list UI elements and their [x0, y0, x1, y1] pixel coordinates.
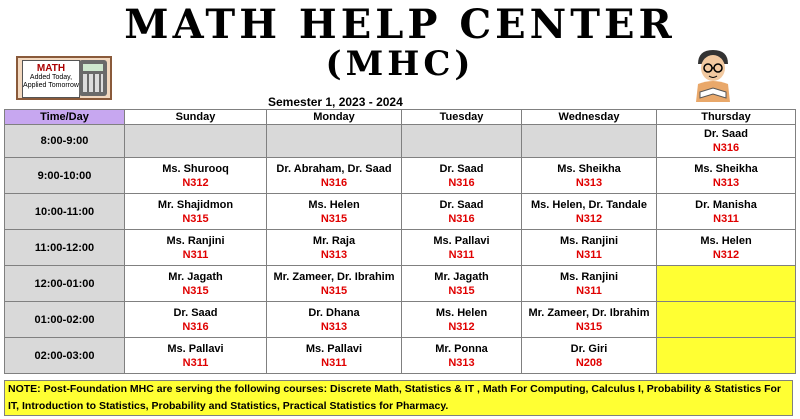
time-slot-cell: 9:00-10:00	[5, 158, 125, 194]
header-day-monday: Monday	[267, 110, 402, 125]
schedule-cell-sunday	[125, 302, 267, 338]
room-number: N208	[575, 356, 603, 369]
highlighted-empty-slot-thursday	[657, 302, 796, 338]
schedule-cell-monday	[267, 194, 402, 230]
tutor-name: Mr. Ponna	[435, 342, 488, 355]
header-day-sunday: Sunday	[125, 110, 267, 125]
table-header-row	[5, 110, 796, 125]
tutor-name: Ms. Pallavi	[433, 234, 490, 247]
room-number: N315	[448, 284, 475, 297]
tutor-name: Ms. Helen	[308, 198, 360, 211]
room-number: N312	[712, 248, 740, 261]
time-slot-cell: 12:00-01:00	[5, 266, 125, 302]
schedule-cell-tuesday	[402, 194, 522, 230]
room-number: N313	[320, 248, 348, 261]
tutor-name: Dr. Dhana	[308, 306, 360, 319]
room-number: N313	[575, 176, 603, 189]
header-day-tuesday: Tuesday	[402, 110, 522, 125]
table-row	[5, 302, 796, 338]
page-title: MATH HELP CENTER	[124, 1, 676, 48]
room-number: N311	[448, 248, 475, 261]
room-number: N313	[712, 176, 740, 189]
room-number: N316	[320, 176, 348, 189]
schedule-cell-wednesday	[522, 302, 657, 338]
room-number: N313	[448, 356, 475, 369]
tutor-name: Mr. Jagath	[168, 270, 223, 283]
semester-label: Semester 1, 2023 - 2024	[268, 95, 403, 109]
schedule-cell-tuesday	[402, 230, 522, 266]
schedule-cell-wednesday	[522, 158, 657, 194]
note-line-1: NOTE: Post-Foundation MHC are serving the following courses: Discrete Math, Statistics & IT , Math For Computing, Calculus I, Probability & Statistics For	[8, 383, 782, 395]
table-row	[5, 158, 796, 194]
schedule-cell-wednesday	[522, 266, 657, 302]
room-number: N311	[321, 356, 347, 369]
logo-text-line-1: Added Today,	[29, 74, 73, 81]
tutor-name: Dr. Abraham, Dr. Saad	[276, 162, 392, 175]
schedule-cell-thursday	[657, 158, 796, 194]
room-number: N311	[182, 356, 209, 369]
schedule-cell-tuesday	[402, 302, 522, 338]
highlighted-empty-slot-thursday	[657, 266, 796, 302]
time-slot-cell: 01:00-02:00	[5, 302, 125, 338]
empty-slot-wednesday	[522, 125, 657, 158]
tutor-name: Mr. Shajidmon	[157, 198, 234, 211]
schedule-cell-sunday	[125, 266, 267, 302]
room-number: N316	[712, 142, 740, 154]
room-number: N315	[320, 212, 348, 225]
tutor-name: Ms. Helen, Dr. Tandale	[531, 198, 647, 211]
schedule-cell-monday	[267, 302, 402, 338]
tutor-name: Dr. Saad	[703, 128, 749, 140]
header-day-wednesday: Wednesday	[522, 110, 657, 125]
table-row	[5, 338, 796, 374]
time-slot-cell: 8:00-9:00	[5, 125, 125, 158]
tutor-name: Dr. Saad	[439, 162, 484, 175]
calculator-icon	[79, 60, 107, 96]
math-logo-icon	[16, 56, 112, 100]
note-box	[4, 380, 793, 416]
schedule-cell-monday	[267, 338, 402, 374]
time-slot-cell: 02:00-03:00	[5, 338, 125, 374]
highlighted-empty-slot-thursday	[657, 338, 796, 374]
room-number: N315	[320, 284, 348, 297]
schedule-cell-tuesday	[402, 266, 522, 302]
tutor-name: Dr. Saad	[173, 306, 218, 319]
schedule-cell-tuesday	[402, 338, 522, 374]
tutor-name: Ms. Helen	[435, 306, 488, 319]
room-number: N315	[182, 284, 209, 297]
tutor-name: Ms. Ranjini	[166, 234, 225, 247]
tutor-name: Ms. Helen	[700, 234, 752, 247]
schedule-table	[4, 109, 796, 374]
table-row	[5, 125, 796, 158]
schedule-cell-sunday	[125, 158, 267, 194]
tutor-name: Ms. Sheikha	[557, 162, 621, 175]
room-number: N311	[182, 248, 209, 261]
room-number: N315	[575, 320, 603, 333]
room-number: N312	[575, 212, 603, 225]
table-row	[5, 266, 796, 302]
tutor-name: Mr. Zameer, Dr. Ibrahim	[528, 306, 650, 319]
header-time-day: Time/Day	[5, 110, 125, 125]
logo-text-line-2: Applied Tomorrow	[23, 82, 79, 89]
room-number: N313	[320, 320, 348, 333]
schedule-cell-wednesday	[522, 194, 657, 230]
logo-book	[22, 60, 80, 98]
room-number: N312	[182, 176, 209, 189]
tutor-name: Ms. Sheikha	[694, 162, 758, 175]
room-number: N311	[576, 284, 602, 297]
empty-slot-tuesday	[402, 125, 522, 158]
tutor-name: Mr. Jagath	[434, 270, 489, 283]
tutor-name: Ms. Ranjini	[559, 234, 619, 247]
logo-text-main: MATH	[36, 63, 66, 74]
schedule-cell-monday	[267, 158, 402, 194]
schedule-cell-tuesday	[402, 158, 522, 194]
room-number: N315	[182, 212, 209, 225]
schedule-cell-sunday	[125, 338, 267, 374]
schedule-cell-thursday	[657, 194, 796, 230]
time-slot-cell: 10:00-11:00	[5, 194, 125, 230]
schedule-cell-monday	[267, 230, 402, 266]
table-row	[5, 230, 796, 266]
tutor-name: Dr. Giri	[570, 342, 608, 355]
schedule-cell-thursday	[657, 125, 796, 158]
room-number: N316	[448, 212, 475, 225]
table-row	[5, 194, 796, 230]
room-number: N312	[448, 320, 475, 333]
time-slot-cell: 11:00-12:00	[5, 230, 125, 266]
reading-man-icon	[688, 46, 738, 106]
tutor-name: Ms. Shurooq	[162, 162, 229, 175]
room-number: N316	[182, 320, 209, 333]
tutor-name: Ms. Ranjini	[559, 270, 619, 283]
room-number: N311	[713, 212, 739, 225]
tutor-name: Ms. Pallavi	[305, 342, 363, 355]
empty-slot-monday	[267, 125, 402, 158]
schedule-cell-wednesday	[522, 230, 657, 266]
room-number: N311	[576, 248, 602, 261]
schedule-cell-sunday	[125, 194, 267, 230]
tutor-name: Mr. Raja	[312, 234, 356, 247]
schedule-cell-wednesday	[522, 338, 657, 374]
schedule-cell-sunday	[125, 230, 267, 266]
tutor-name: Dr. Manisha	[695, 198, 757, 211]
schedule-cell-monday	[267, 266, 402, 302]
header-day-thursday: Thursday	[657, 110, 796, 125]
tutor-name: Ms. Pallavi	[167, 342, 224, 355]
page-subtitle: (MHC)	[325, 44, 475, 84]
tutor-name: Dr. Saad	[439, 198, 484, 211]
note-line-2: IT, Introduction to Statistics, Probability and Statistics, Practical Statistics for Pharmacy.	[8, 400, 449, 412]
tutor-name: Mr. Zameer, Dr. Ibrahim	[273, 270, 395, 283]
empty-slot-sunday	[125, 125, 267, 158]
schedule-cell-thursday	[657, 230, 796, 266]
room-number: N316	[448, 176, 475, 189]
